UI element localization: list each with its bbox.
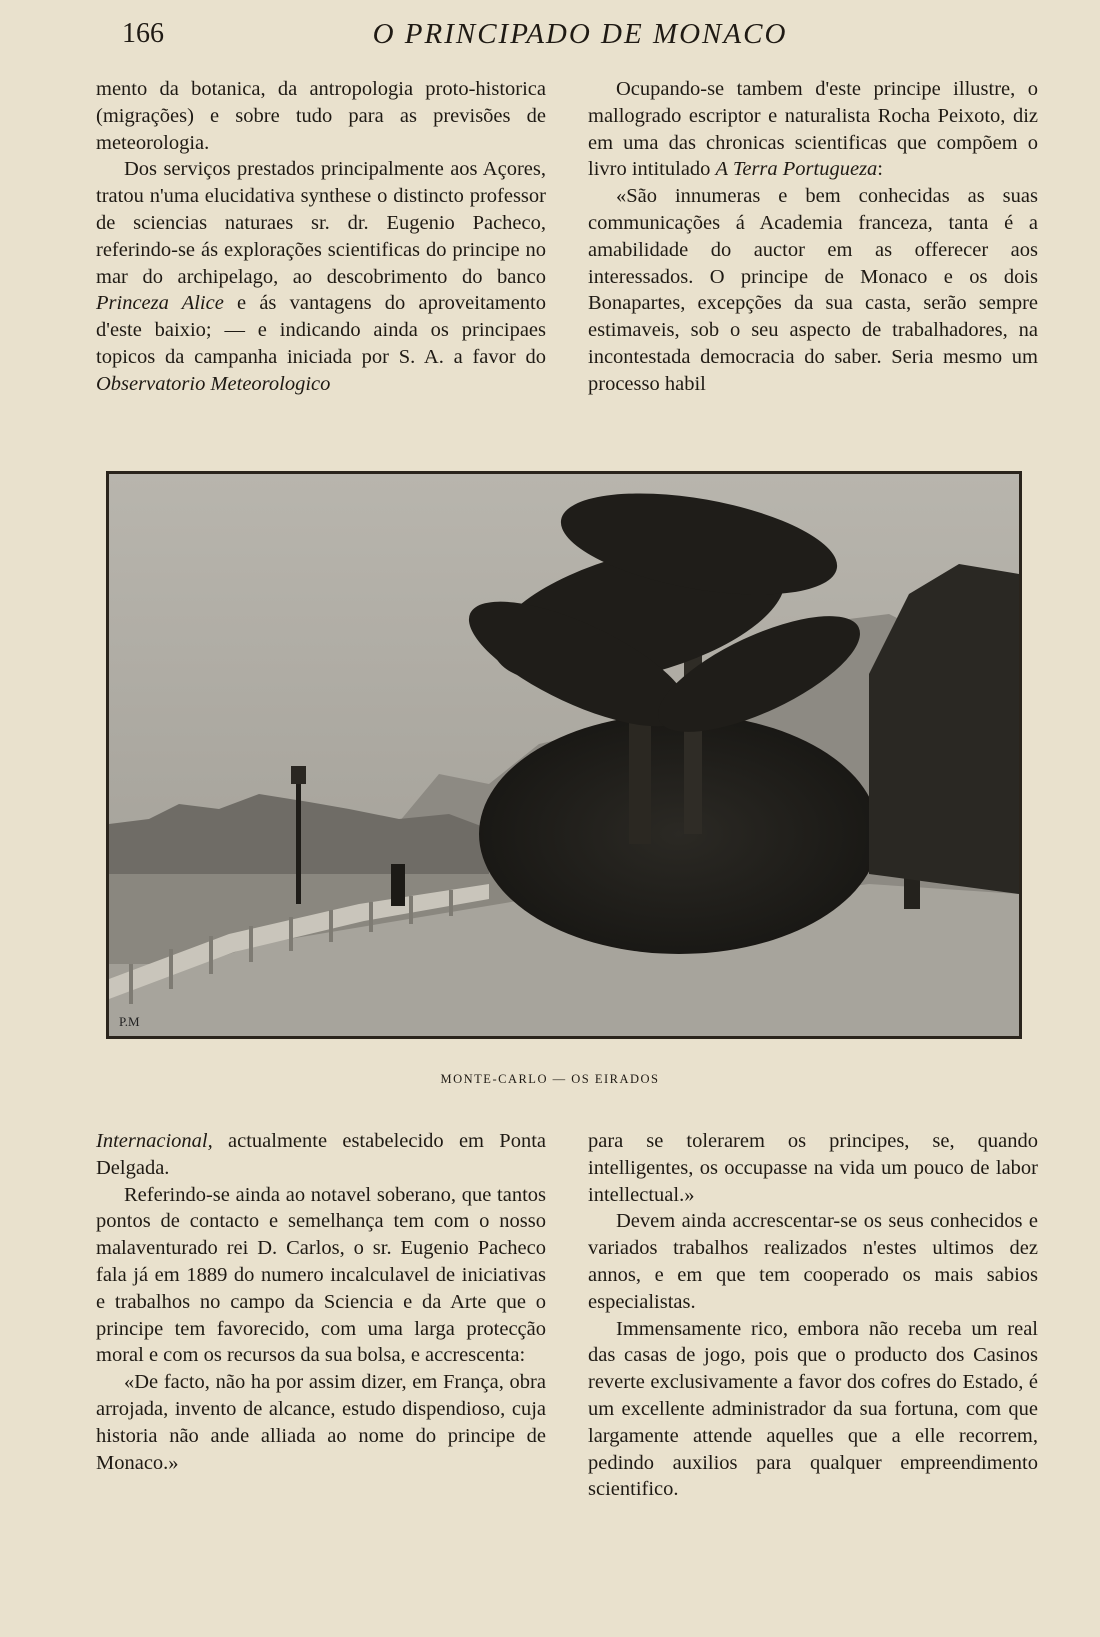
paragraph: Immensamente rico, embora não receba um real das casas de jogo, pois que o producto dos Casinos reverte exclusivamente a favor dos cofres do Estado, é um excellente administrador da sua fortuna, com que largamente attende aquelles que a elle recorrem, pedindo auxilios para qualquer empreendimento scientifico. <box>588 1317 1038 1501</box>
photo-illustration <box>109 474 1019 1036</box>
column-top-left <box>96 76 546 398</box>
page-number: 166 <box>122 18 164 49</box>
column-bottom-right <box>588 1128 1038 1503</box>
running-title: O PRINCIPADO DE MONACO <box>372 18 788 50</box>
walking-figure <box>391 864 405 906</box>
page-header <box>0 18 1100 58</box>
paragraph: para se tolerarem os principes, se, quando intelligentes, os occupasse na vida um pouco de labor intellectual.» <box>588 1130 1038 1206</box>
paragraph <box>96 1128 546 1182</box>
text-run: Ocupando-se tambem d'este principe illustre, o mallogrado escriptor e naturalista Rocha Peixoto, diz em uma das chronicas scientificas que compõem o livro intitulado <box>588 78 1038 181</box>
paragraph <box>588 76 1038 183</box>
italic-run: Princeza Alice <box>96 292 224 315</box>
photographer-mark: P.M <box>119 1014 140 1029</box>
text-run: Dos serviços prestados principalmente aos Açores, tratou n'uma elucidativa synthese o distincto professor de sciencias naturaes sr. dr. Eugenio Pacheco, referindo-se ás explorações scientificas do principe no mar do archipelago, ao descobrimento do banco <box>96 158 546 288</box>
text-run: e ás vantagens do aproveitamento d'este baixio; — e indicando ainda os principaes topicos da campanha iniciada por S. A. a favor do <box>96 292 546 368</box>
paragraph: «De facto, não ha por assim dizer, em França, obra arrojada, invento de alcance, estudo dispendioso, cuja historia não ande alliada ao nome do principe de Monaco.» <box>96 1371 546 1474</box>
column-bottom-left <box>96 1128 546 1476</box>
paragraph: Referindo-se ainda ao notavel soberano, que tantos pontos de contacto e semelhança tem com o nosso malaventurado rei D. Carlos, o sr. Eugenio Pacheco fala já em 1889 do numero incalculavel de iniciativas e trabalhos no campo da Sciencia e da Arte que o principe tem favorecido, com uma larga protecção moral e com os recursos da sua bolsa, e accrescenta: <box>96 1183 546 1367</box>
paragraph <box>96 156 546 397</box>
italic-run: Observatorio Meteorologico <box>96 372 331 395</box>
figure-caption: MONTE-CARLO — OS EIRADOS <box>440 1072 660 1086</box>
italic-run: Internacional, <box>96 1130 213 1152</box>
paragraph: mento da botanica, da antropologia proto-historica (migrações) e sobre tudo para as previsões de meteorologia. <box>96 78 546 154</box>
text-run: : <box>877 158 883 181</box>
paragraph: «São innumeras e bem conhecidas as suas communicações á Academia franceza, tanta é a amabilidade do auctor em as offerecer aos interessados. O principe de Monaco e os dois Bonapartes, excepções da sua casta, serão sempre estimaveis, sob o seu aspecto de trabalhadores, na incontestada democracia do saber. Seria mesmo um processo habil <box>588 185 1038 395</box>
column-top-right <box>588 76 1038 398</box>
photograph <box>106 471 1022 1039</box>
text-run: actualmente estabelecido em Ponta Delgada. <box>96 1130 546 1179</box>
shrub-mound <box>479 714 879 954</box>
italic-run: A Terra Portugueza <box>715 158 878 181</box>
paragraph: Devem ainda accrescentar-se os seus conhecidos e variados trabalhos realizados n'estes ultimos dez annos, e em que tem cooperado os mais sabios especialistas. <box>588 1210 1038 1313</box>
